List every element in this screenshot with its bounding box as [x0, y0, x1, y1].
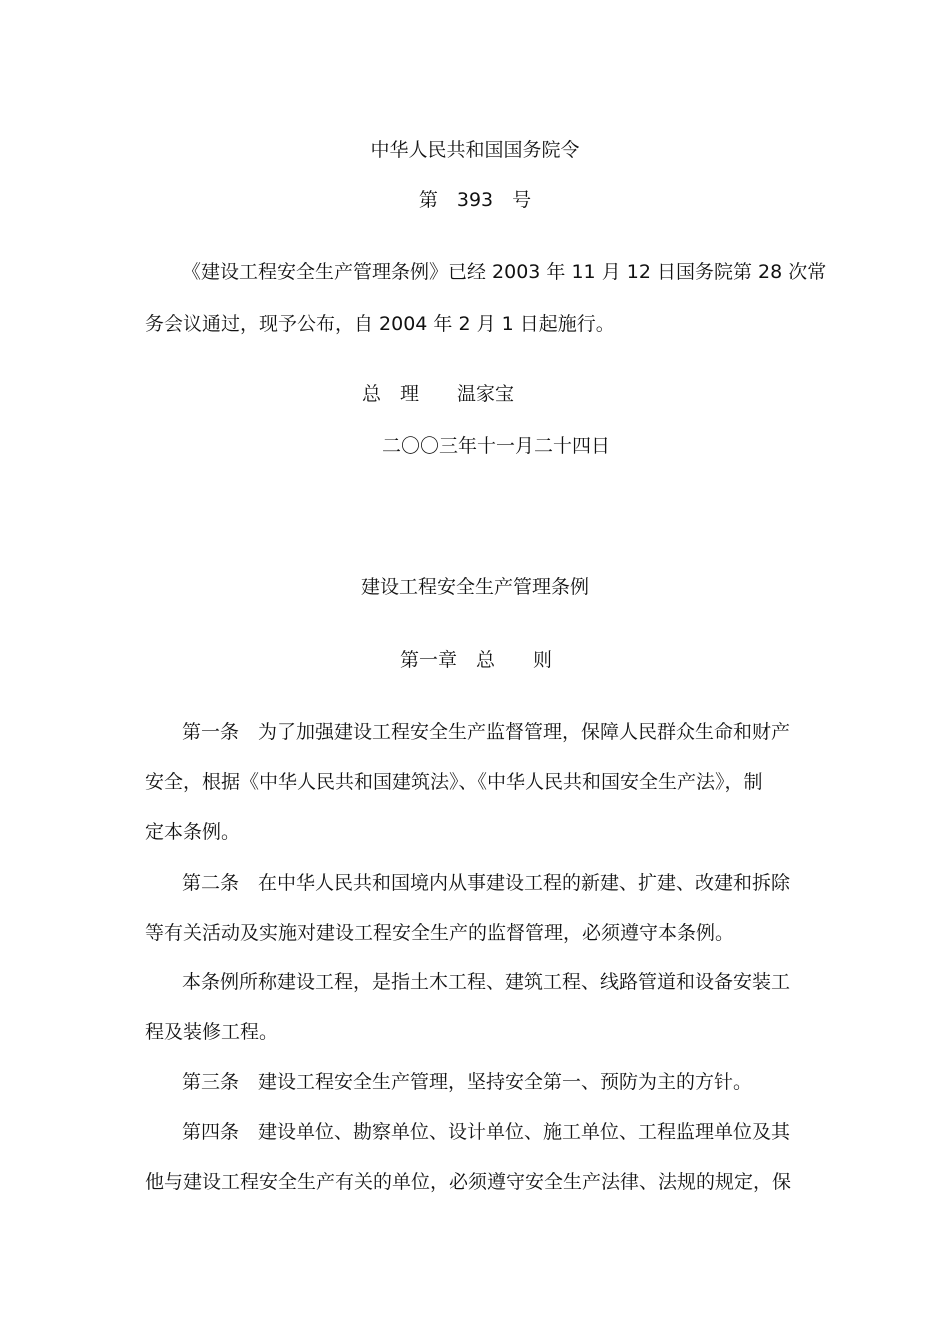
article-4-line-1: 第四条 建设单位、勘察单位、设计单位、施工单位、工程监理单位及其 — [182, 1121, 791, 1143]
article-1-line-3: 定本条例。 — [145, 821, 241, 843]
decree-title: 中华人民共和国国务院令 — [370, 139, 580, 161]
article-2-line-1: 第二条 在中华人民共和国境内从事建设工程的新建、扩建、改建和拆除 — [182, 872, 791, 894]
article-2-para-2-line-1: 本条例所称建设工程，是指土木工程、建筑工程、线路管道和设备安装工 — [182, 971, 791, 993]
decree-body-line-1: 《建设工程安全生产管理条例》已经 2003 年 11 月 12 日国务院第 28 次常 — [182, 261, 827, 283]
article-2-line-2: 等有关活动及实施对建设工程安全生产的监督管理，必须遵守本条例。 — [145, 922, 735, 944]
signatory: 总 理 温家宝 — [362, 383, 515, 405]
decree-body-line-2: 务会议通过，现予公布，自 2004 年 2 月 1 日起施行。 — [145, 313, 615, 335]
article-1-line-2: 安全，根据《中华人民共和国建筑法》、《中华人民共和国安全生产法》，制 — [145, 771, 763, 793]
regulation-title: 建设工程安全生产管理条例 — [360, 576, 589, 598]
article-1-line-1: 第一条 为了加强建设工程安全生产监督管理，保障人民群众生命和财产 — [182, 721, 791, 743]
article-4-line-2: 他与建设工程安全生产有关的单位，必须遵守安全生产法律、法规的规定，保 — [145, 1171, 792, 1193]
decree-number: 第 393 号 — [418, 189, 532, 211]
article-2-para-2-line-2: 程及装修工程。 — [145, 1021, 279, 1043]
chapter-heading: 第一章 总 则 — [400, 649, 553, 671]
decree-date: 二〇〇三年十一月二十四日 — [382, 435, 611, 457]
article-3-line-1: 第三条 建设工程安全生产管理，坚持安全第一、预防为主的方针。 — [182, 1071, 753, 1093]
